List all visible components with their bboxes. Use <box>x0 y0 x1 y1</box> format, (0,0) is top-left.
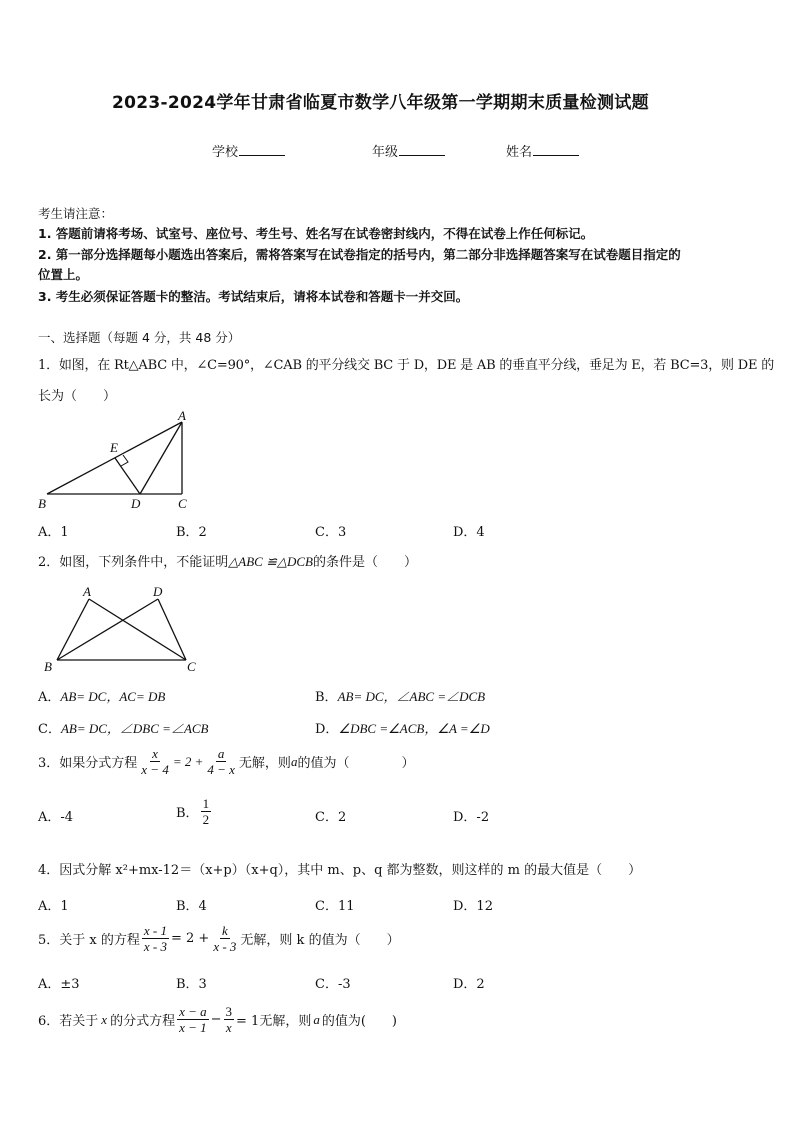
q1-option-a: A．1 <box>38 525 69 540</box>
q3-middle: = 2 + <box>172 753 204 769</box>
page-title: 2023-2024学年甘肃省临夏市数学八年级第一学期期末质量检测试题 <box>112 93 649 113</box>
q3-option-b <box>176 796 213 827</box>
q1-label-E: E <box>110 440 118 455</box>
q5-stem <box>38 923 400 954</box>
q2-label-D: D <box>153 584 163 599</box>
q6-middle: = 1无解，则 <box>236 1014 312 1029</box>
q2-label-C: C <box>187 659 196 674</box>
q2-option-b-math: AB= DC，∠ABC =∠DCB <box>337 689 486 704</box>
q6-prefix: 6．若关于 <box>38 1014 99 1029</box>
q1-option-c: C．3 <box>315 525 347 540</box>
q3-suffix-b: 的值为（ ） <box>297 756 415 771</box>
q3-option-b-num: 1 <box>202 796 210 811</box>
notice-item-1: 1. 答题前请将考场、试室号、座位号、考生号、姓名写在试卷密封线内，不得在试卷上作任何标记。 <box>38 226 594 241</box>
q5-option-a: A．±3 <box>38 977 80 992</box>
name-field <box>506 141 579 160</box>
q5-frac2-num: k <box>221 923 228 938</box>
notice-item-3: 3. 考生必须保证答题卡的整洁。考试结束后，请将本试卷和答题卡一并交回。 <box>38 289 469 304</box>
q2-label-B: B <box>44 659 52 674</box>
q5-suffix: 无解，则 k 的值为（ ） <box>240 933 400 948</box>
q3-option-b-den: 2 <box>202 812 210 827</box>
q6-suffix: 的值为( ) <box>321 1014 397 1029</box>
q3-option-a: A．-4 <box>38 810 74 825</box>
q5-prefix: 5．关于 x 的方程 <box>38 933 140 948</box>
q4-stem: 4．因式分解 x²+mx-12＝（x+p）（x+q），其中 m、p、q 都为整数，则这样的 m 的最大值是（ ） <box>38 863 642 878</box>
q3-frac2-den: 4 − x <box>207 762 235 777</box>
q2-figure <box>38 583 204 675</box>
q1-label-A: A <box>178 408 186 423</box>
notice-heading: 考生请注意： <box>38 206 114 221</box>
name-blank <box>533 143 579 156</box>
school-label: 学校 <box>212 145 239 160</box>
q3-fraction-2 <box>205 746 237 777</box>
q3-prefix: 3．如果分式方程 <box>38 756 138 771</box>
q2-option-c-math: AB= DC，∠DBC =∠ACB <box>60 721 209 736</box>
q4-option-b: B．4 <box>176 899 207 914</box>
q2-stem-suffix: 的条件是（ ） <box>312 555 417 570</box>
q5-option-c: C．-3 <box>315 977 351 992</box>
name-label: 姓名 <box>506 145 533 160</box>
q6-var-a: a <box>313 1011 320 1027</box>
grade-field <box>372 141 445 160</box>
q3-stem <box>38 746 414 777</box>
q3-suffix-a: 无解，则 <box>238 756 291 771</box>
q4-option-c: C．11 <box>315 899 355 914</box>
q5-option-b: B．3 <box>176 977 207 992</box>
q6-minus: − <box>210 1012 222 1027</box>
q1-stem: 1．如图，在 Rt△ABC 中，∠C=90°，∠CAB 的平分线交 BC 于 D，DE 是 AB 的垂直平分线，垂足为 E，若 BC=3，则 DE 的 <box>38 358 775 373</box>
q3-frac1-num: x <box>152 746 158 761</box>
q2-option-b <box>315 686 485 705</box>
q2-option-d-math: ∠DBC =∠ACB，∠A =∠D <box>338 721 490 736</box>
q6-fraction-2 <box>224 1004 235 1035</box>
q6-var-x: x <box>101 1011 108 1027</box>
q2-option-d <box>315 718 490 737</box>
q2-label-A: A <box>83 584 91 599</box>
q3-option-c: C．2 <box>315 810 347 825</box>
q2-stem-prefix: 2．如图，下列条件中，不能证明 <box>38 555 229 570</box>
q2-option-d-letter: D． <box>315 722 339 737</box>
q6-frac2-num: 3 <box>225 1004 233 1019</box>
q2-stem-math: △ABC ≌△DCB <box>228 554 313 569</box>
q2-stem <box>38 551 417 570</box>
q6-stem <box>38 1004 397 1035</box>
q4-option-a: A．1 <box>38 899 69 914</box>
q6-frac2-den: x <box>225 1020 232 1035</box>
q2-option-c-letter: C． <box>38 722 61 737</box>
q3-var: a <box>290 753 298 769</box>
grade-label: 年级 <box>372 145 399 160</box>
q1-option-d: D．4 <box>453 525 485 540</box>
q5-frac1-num: x - 1 <box>143 923 167 938</box>
q1-label-C: C <box>178 496 187 511</box>
q2-option-c <box>38 718 209 737</box>
q5-fraction-2 <box>211 923 238 954</box>
q6-fraction-1 <box>177 1004 209 1035</box>
q6-frac1-num: x − a <box>179 1004 207 1019</box>
q4-option-d: D．12 <box>453 899 493 914</box>
notice-item-2: 2. 第一部分选择题每小题选出答案后，需将答案写在试卷指定的括号内，第二部分非选择题答案写在试卷题目指定的 <box>38 247 681 262</box>
q2-option-a-letter: A． <box>38 690 61 705</box>
q5-frac1-den: x - 3 <box>143 939 167 954</box>
notice-item-2-cont: 位置上。 <box>38 267 89 282</box>
q2-option-a <box>38 686 165 705</box>
q3-option-b-fraction <box>201 796 212 827</box>
q3-frac2-num: a <box>217 746 225 761</box>
q5-middle: = 2 + <box>170 931 210 946</box>
q1-label-B: B <box>38 496 46 511</box>
q5-fraction-1 <box>142 923 169 954</box>
section-heading: 一、选择题（每题 4 分，共 48 分） <box>38 330 241 345</box>
q3-frac1-den: x − 4 <box>141 762 169 777</box>
q1-option-b: B．2 <box>176 525 207 540</box>
q6-prefix2: 的分式方程 <box>110 1014 176 1029</box>
q1-stem-cont: 长为（ ） <box>38 389 117 404</box>
school-field <box>212 141 285 160</box>
q5-frac2-den: x - 3 <box>213 939 237 954</box>
q1-figure <box>30 408 200 516</box>
q3-option-d: D．-2 <box>453 810 490 825</box>
q2-option-a-math: AB= DC，AC= DB <box>60 689 166 704</box>
school-blank <box>239 143 285 156</box>
q3-option-b-letter: B． <box>176 806 199 821</box>
q2-option-b-letter: B． <box>315 690 338 705</box>
q6-frac1-den: x − 1 <box>179 1020 207 1035</box>
q3-fraction-1 <box>139 746 171 777</box>
grade-blank <box>399 143 445 156</box>
q5-option-d: D．2 <box>453 977 485 992</box>
q1-label-D: D <box>131 496 141 511</box>
